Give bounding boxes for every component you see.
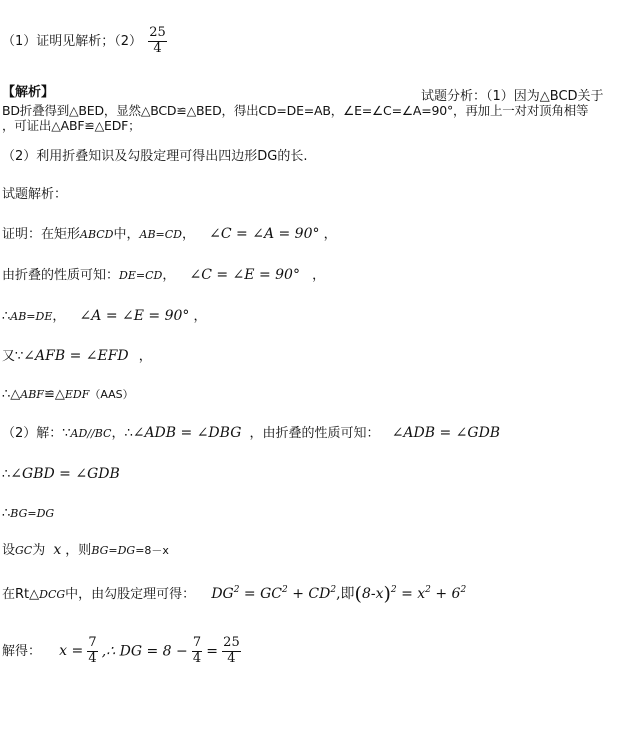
solution-line-1	[2, 227, 337, 241]
math-expression: ∠C = ∠E = 90°	[189, 267, 300, 283]
parallel-relation: AD//BC	[70, 427, 112, 440]
text: ，则	[65, 543, 92, 558]
equation: AB=DE	[10, 310, 53, 323]
frac-num: 7	[192, 635, 202, 650]
text: ，∴	[111, 426, 133, 441]
equals-sign: =	[206, 643, 219, 660]
analysis-part-2: （2）利用折叠知识及勾股定理可得出四边形DG的长.	[2, 149, 308, 164]
segment-name: GC	[15, 544, 33, 557]
analysis-line-3: ，可证出△ABF≌△EDF；	[2, 118, 141, 133]
math-expression: ∠ADB = ∠DBG	[132, 425, 242, 441]
triangle-a: ABF	[20, 388, 44, 401]
solution-line-7	[2, 467, 120, 481]
text: 设	[2, 543, 16, 558]
text: ，	[52, 309, 66, 324]
solution-line-10	[2, 585, 466, 604]
text: 中，	[113, 227, 140, 242]
frac-den: 4	[227, 650, 236, 666]
solution-line-8	[2, 507, 54, 520]
fraction	[192, 636, 202, 667]
fraction	[87, 636, 97, 667]
equation: BG=DG	[91, 544, 136, 557]
analysis-summary-start: 试题分析：（1）因为△BCD关于	[421, 89, 604, 104]
solution-line-6	[2, 426, 500, 440]
frac-num: 25	[223, 635, 240, 650]
equation: DE=CD	[119, 269, 163, 282]
text: ∴	[2, 506, 11, 521]
text: ，	[181, 227, 195, 242]
solution-line-2	[2, 268, 325, 282]
analysis-header: 【解析】	[2, 85, 55, 100]
math-expression: ∠A = ∠E = 90°	[79, 308, 190, 324]
text: 中，由勾股定理可得：	[65, 587, 196, 602]
text: ，	[193, 309, 207, 324]
text: ∴	[2, 467, 11, 482]
solution-line-5	[2, 388, 134, 401]
answer-line	[2, 26, 167, 57]
frac-den: 4	[88, 650, 97, 666]
variable: x	[53, 542, 62, 558]
text: ，	[162, 268, 176, 283]
text: 又∵	[2, 349, 24, 364]
math-expression: ,∴ DG = 8 −	[101, 643, 188, 660]
text: ≌△	[43, 387, 65, 402]
math-expression: ∠GBD = ∠GDB	[10, 466, 120, 482]
text: ∴△	[2, 387, 21, 402]
answer-text: （1）证明见解析；（2）	[2, 33, 143, 49]
answer-frac-den: 4	[153, 40, 162, 56]
text: （2）解：∵	[2, 426, 71, 441]
solution-line-11	[2, 636, 241, 667]
solution-line-3	[2, 309, 207, 323]
frac-den: 4	[192, 650, 202, 666]
solution-title: 试题解析：	[2, 187, 68, 202]
text: ，	[323, 227, 337, 242]
text: （AAS）	[89, 388, 134, 401]
frac-num: 7	[88, 635, 97, 650]
rect-name: ABCD	[80, 228, 114, 241]
triangle-b: EDF	[64, 388, 90, 401]
answer-fraction	[148, 26, 167, 57]
answer-frac-num: 25	[149, 25, 166, 40]
pythagorean-equation: $DG^2 = GC^2 + CD^2$,即$(8-x)^2 = x^2 + 6^2$	[211, 583, 467, 605]
text: 由折叠的性质可知：	[2, 268, 120, 283]
text: ∴	[2, 309, 11, 324]
text: =8－x	[135, 544, 169, 557]
text: ，	[312, 268, 326, 283]
text: ，由折叠的性质可知：	[249, 426, 380, 441]
math-expression: x =	[59, 643, 84, 660]
text: 证明：在矩形	[2, 227, 81, 242]
fraction	[222, 636, 241, 667]
triangle-name: DCG	[39, 588, 66, 601]
solution-line-9	[2, 543, 169, 557]
math-expression: ∠C = ∠A = 90°	[209, 226, 320, 242]
text: 为	[32, 543, 46, 558]
solution-line-4	[2, 349, 152, 363]
equation: BG=DG	[10, 507, 55, 520]
equation: AB=CD	[139, 228, 182, 241]
text: 解得：	[2, 643, 42, 659]
math-expression: ∠AFB = ∠EFD	[23, 348, 129, 364]
text: 在Rt△	[2, 587, 40, 602]
math-expression: ∠ADB = ∠GDB	[391, 425, 501, 441]
text: ，	[138, 349, 152, 364]
analysis-line-2: BD折叠得到△BED，显然△BCD≌△BED，得出CD=DE=AB，∠E=∠C=∠A=90°，再加上一对对顶角相等	[2, 103, 589, 118]
